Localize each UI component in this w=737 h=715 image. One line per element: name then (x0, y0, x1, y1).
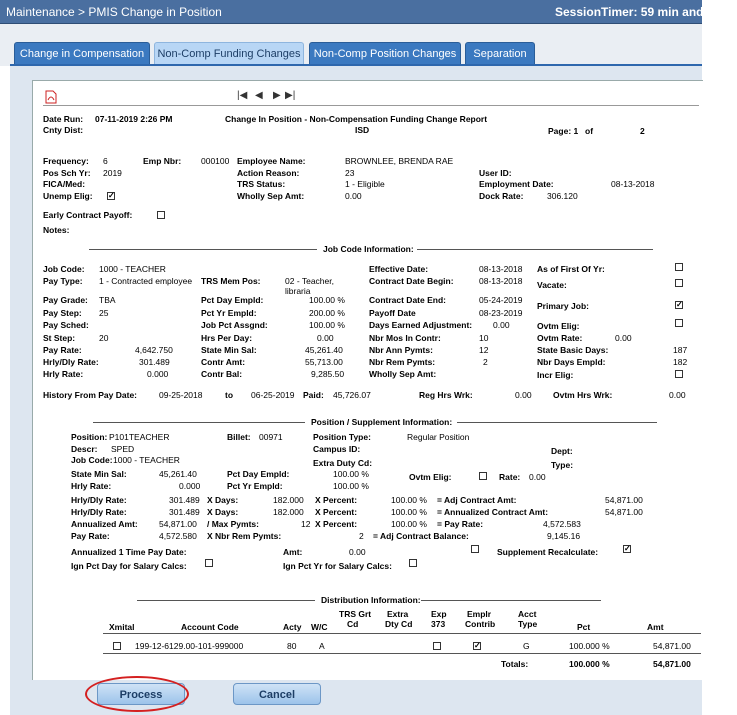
calc-row1-operator: X Days: (207, 495, 239, 505)
effective-date-label: Effective Date: (369, 264, 429, 274)
pct-day-empld-value: 100.00 % (309, 295, 345, 305)
page-total: 2 (640, 126, 645, 136)
emp-nbr-label: Emp Nbr: (143, 156, 182, 166)
process-button[interactable]: Process (97, 683, 185, 705)
pay-step-label: Pay Step: (43, 308, 82, 318)
pos-hrly-rate-value: 0.000 (179, 481, 201, 491)
next-page-icon[interactable]: ▶ (273, 90, 281, 101)
calc-row2-operator: X Days: (207, 507, 239, 517)
tab-separation[interactable]: Separation (465, 42, 535, 64)
calc-row3-result: 4,572.583 (543, 519, 581, 529)
row-amt: 54,871.00 (653, 641, 691, 651)
distribution-line-left (137, 600, 315, 601)
descr-label: Descr: (71, 444, 98, 454)
totals-label: Totals: (501, 659, 529, 669)
hrly-dly-rate-label: Hrly/Dly Rate: (43, 357, 99, 367)
pay-type-label: Pay Type: (43, 276, 83, 286)
toolbar-divider (43, 105, 699, 106)
supplement-recalc-checkbox (623, 545, 631, 553)
nbr-mos-label: Nbr Mos In Contr: (369, 333, 441, 343)
cnty-dist-label: Cnty Dist: (43, 125, 84, 135)
col-trs-grt: TRS Grt (339, 609, 372, 619)
contract-date-end-label: Contract Date End: (369, 295, 446, 305)
distribution-section-title: Distribution Information: (321, 595, 421, 605)
calc-row4-label: Pay Rate: (71, 531, 110, 541)
type-label: Type: (551, 460, 574, 470)
calc-row4-operator: X Nbr Rem Pymts: (207, 531, 282, 541)
vacate-label: Vacate: (537, 280, 567, 290)
unemp-elig-label: Unemp Elig: (43, 191, 93, 201)
pos-job-code-label: Job Code: (71, 455, 113, 465)
calc-row2-result: 54,871.00 (605, 507, 643, 517)
position-section-title: Position / Supplement Information: (311, 417, 453, 427)
incr-elig-checkbox (675, 370, 683, 378)
amt-value: 0.00 (349, 547, 366, 557)
last-page-icon[interactable]: ▶| (285, 90, 296, 101)
history-to-value: 06-25-2019 (251, 390, 295, 400)
primary-job-checkbox (675, 301, 683, 309)
incr-elig-label: Incr Elig: (537, 370, 574, 380)
contract-date-end-value: 05-24-2019 (479, 295, 523, 305)
col-extra: Extra (387, 609, 409, 619)
dock-rate-label: Dock Rate: (479, 191, 524, 201)
emp-name-value: BROWNLEE, BRENDA RAE (345, 156, 454, 166)
calc-row2-label: Hrly/Dly Rate: (71, 507, 127, 517)
reg-hrs-label: Reg Hrs Wrk: (419, 390, 473, 400)
hrly-rate-label: Hrly Rate: (43, 369, 84, 379)
pay-sched-label: Pay Sched: (43, 320, 89, 330)
user-id-label: User ID: (479, 168, 512, 178)
pos-sch-yr-value: 2019 (103, 168, 122, 178)
pos-state-min-label: State Min Sal: (71, 469, 127, 479)
process-highlight-ring (85, 676, 189, 712)
trs-mem-pos-value-line2: libraria (285, 286, 311, 296)
frequency-value: 6 (103, 156, 108, 166)
calc-row3-percent: 100.00 % (391, 519, 427, 529)
early-payoff-label: Early Contract Payoff: (43, 210, 133, 220)
job-wholly-sep-label: Wholly Sep Amt: (369, 369, 437, 379)
billet-value: 00971 (259, 432, 283, 442)
totals-amt: 54,871.00 (653, 659, 691, 669)
contract-date-begin-value: 08-13-2018 (479, 276, 523, 286)
col-contrib: Contrib (465, 619, 496, 629)
tab-non-comp-position-changes[interactable]: Non-Comp Position Changes (309, 42, 461, 64)
pos-hrly-rate-label: Hrly Rate: (71, 481, 112, 491)
pay-rate-label: Pay Rate: (43, 345, 82, 355)
frequency-label: Frequency: (43, 156, 89, 166)
nbr-ann-pymts-label: Nbr Ann Pymts: (369, 345, 433, 355)
job-code-label: Job Code: (43, 264, 85, 274)
ovtm-hrs-label: Ovtm Hrs Wrk: (553, 390, 613, 400)
calc-row2-result-label: = Annualized Contract Amt: (437, 507, 549, 517)
row-account-code: 199-12-6129.00-101-999000 (135, 641, 244, 651)
history-from-label: History From Pay Date: (43, 390, 137, 400)
job-section-line-left (89, 249, 317, 250)
pos-job-code-value: 1000 - TEACHER (113, 455, 180, 465)
nbr-rem-pymts-value: 2 (483, 357, 488, 367)
ovtm-elig-label: Ovtm Elig: (537, 321, 580, 331)
ign-pct-day-label: Ign Pct Day for Salary Calcs: (71, 561, 187, 571)
paid-label: Paid: (303, 390, 324, 400)
ovtm-rate-label: Ovtm Rate: (537, 333, 583, 343)
col-pct: Pct (577, 622, 591, 632)
st-step-label: St Step: (43, 333, 76, 343)
xmital-checkbox (113, 642, 121, 650)
totals-pct: 100.000 % (569, 659, 610, 669)
reg-hrs-value: 0.00 (515, 390, 532, 400)
calc-row1-result: 54,871.00 (605, 495, 643, 505)
amt-label: Amt: (283, 547, 303, 557)
pct-day-empld-label: Pct Day Empld: (201, 295, 264, 305)
col-type: Type (518, 619, 538, 629)
action-reason-label: Action Reason: (237, 168, 300, 178)
pct-yr-empld-value: 200.00 % (309, 308, 345, 318)
calc-row2-value: 301.489 (169, 507, 200, 517)
calc-row1-days: 182.000 (273, 495, 304, 505)
col-amt: Amt (647, 622, 664, 632)
calc-row1-value: 301.489 (169, 495, 200, 505)
pos-rate-label: Rate: (499, 472, 521, 482)
col-373: 373 (431, 619, 446, 629)
pos-pct-day-label: Pct Day Empld: (227, 469, 290, 479)
date-run-value: 07-11-2019 2:26 PM (95, 114, 173, 124)
position-type-value: Regular Position (407, 432, 470, 442)
calc-row4-value: 4,572.580 (159, 531, 197, 541)
col-trs-cd: Cd (347, 619, 359, 629)
pay-step-value: 25 (99, 308, 109, 318)
position-section-line-right (457, 422, 657, 423)
ign-pct-yr-label: Ign Pct Yr for Salary Calcs: (283, 561, 392, 571)
pos-state-min-value: 45,261.40 (159, 469, 197, 479)
row-pct: 100.000 % (569, 641, 610, 651)
calc-row3-value: 54,871.00 (159, 519, 197, 529)
payoff-date-label: Payoff Date (369, 308, 416, 318)
nbr-days-empld-value: 182 (673, 357, 688, 367)
first-page-icon[interactable]: |◀ (237, 90, 248, 101)
session-timer: SessionTimer: 59 min and 56 se (555, 5, 737, 19)
calc-row4-result-label: = Adj Contract Balance: (373, 531, 469, 541)
state-basic-days-label: State Basic Days: (537, 345, 609, 355)
primary-job-label: Primary Job: (537, 301, 589, 311)
isd-label: ISD (355, 125, 370, 135)
breadcrumb: Maintenance > PMIS Change in Position (6, 5, 222, 19)
history-from-value: 09-25-2018 (159, 390, 203, 400)
hrly-dly-rate-value: 301.489 (139, 357, 170, 367)
calc-row3-operator: / Max Pymts: (207, 519, 259, 529)
trs-mem-pos-value: 02 - Teacher, (285, 276, 334, 286)
nbr-days-empld-label: Nbr Days Empld: (537, 357, 606, 367)
col-wc: W/C (311, 622, 328, 632)
position-label: Position: (71, 432, 108, 442)
ign-pct-day-checkbox (205, 559, 213, 567)
as-of-first-checkbox (675, 263, 683, 271)
contract-date-begin-label: Contract Date Begin: (369, 276, 454, 286)
annualized-pay-date-label: Annualized 1 Time Pay Date: (71, 547, 187, 557)
early-payoff-checkbox (157, 211, 165, 219)
days-earned-value: 0.00 (493, 320, 510, 330)
pos-pct-day-value: 100.00 % (333, 469, 369, 479)
days-earned-label: Days Earned Adjustment: (369, 320, 473, 330)
st-step-value: 20 (99, 333, 109, 343)
page-label: Page: 1 (548, 126, 579, 136)
pos-ovtm-elig-label: Ovtm Elig: (409, 472, 452, 482)
pay-grade-label: Pay Grade: (43, 295, 88, 305)
pos-sch-yr-label: Pos Sch Yr: (43, 168, 91, 178)
dock-rate-value: 306.120 (547, 191, 578, 201)
emp-name-label: Employee Name: (237, 156, 306, 166)
col-xmital: Xmital (109, 622, 135, 632)
tab-change-in-compensation[interactable]: Change in Compensation (14, 42, 150, 64)
distribution-line-right (421, 600, 601, 601)
effective-date-value: 08-13-2018 (479, 264, 523, 274)
dept-label: Dept: (551, 446, 573, 456)
nbr-mos-value: 10 (479, 333, 489, 343)
col-acct: Acct (518, 609, 537, 619)
pct-yr-empld-label: Pct Yr Empld: (201, 308, 257, 318)
state-basic-days-value: 187 (673, 345, 688, 355)
contr-bal-label: Contr Bal: (201, 369, 243, 379)
state-min-sal-label: State Min Sal: (201, 345, 257, 355)
calc-row3-percent-label: X Percent: (315, 519, 358, 529)
wholly-sep-label: Wholly Sep Amt: (237, 191, 305, 201)
calc-row1-result-label: = Adj Contract Amt: (437, 495, 517, 505)
descr-value: SPED (111, 444, 135, 454)
ovtm-rate-value: 0.00 (615, 333, 632, 343)
emp-nbr-value: 000100 (201, 156, 230, 166)
nbr-ann-pymts-value: 12 (479, 345, 489, 355)
calc-row1-label: Hrly/Dly Rate: (71, 495, 127, 505)
notes-label: Notes: (43, 225, 70, 235)
date-run-label: Date Run: (43, 114, 84, 124)
calc-row3-days: 12 (301, 519, 311, 529)
employment-date-value: 08-13-2018 (611, 179, 655, 189)
calc-row3-result-label: = Pay Rate: (437, 519, 484, 529)
wholly-sep-value: 0.00 (345, 191, 362, 201)
contr-amt-label: Contr Amt: (201, 357, 246, 367)
trs-status-label: TRS Status: (237, 179, 286, 189)
contr-bal-value: 9,285.50 (311, 369, 345, 379)
trs-status-value: 1 - Eligible (345, 179, 385, 189)
contr-amt-value: 55,713.00 (305, 357, 343, 367)
cancel-button[interactable]: Cancel (233, 683, 321, 705)
annualized-checkbox (471, 545, 479, 553)
emplr-contrib-checkbox (473, 642, 481, 650)
billet-label: Billet: (227, 432, 251, 442)
position-value: P101TEACHER (109, 432, 170, 442)
fica-label: FICA/Med: (43, 179, 86, 189)
hrs-per-day-value: 0.00 (317, 333, 334, 343)
exp-373-checkbox (433, 642, 441, 650)
ovtm-hrs-value: 0.00 (669, 390, 686, 400)
campus-id-label: Campus ID: (313, 444, 361, 454)
history-to-label: to (225, 390, 234, 400)
job-code-section-title: Job Code Information: (323, 244, 414, 254)
calc-row1-percent-label: X Percent: (315, 495, 358, 505)
pos-ovtm-elig-checkbox (479, 472, 487, 480)
pdf-icon[interactable] (45, 90, 57, 104)
supplement-recalc-label: Supplement Recalculate: (497, 547, 599, 557)
col-exp: Exp (431, 609, 447, 619)
report-title: Change In Position - Non-Compensation Funding Change Report (225, 114, 488, 124)
action-reason-value: 23 (345, 168, 355, 178)
position-section-line-left (93, 422, 305, 423)
as-of-first-label: As of First Of Yr: (537, 264, 605, 274)
col-emplr: Emplr (467, 609, 492, 619)
payoff-date-value: 08-23-2019 (479, 308, 523, 318)
extra-duty-label: Extra Duty Cd: (313, 458, 373, 468)
page-of: of (585, 126, 594, 136)
col-dty-cd: Dty Cd (385, 619, 413, 629)
job-pct-assgnd-value: 100.00 % (309, 320, 345, 330)
calc-row1-percent: 100.00 % (391, 495, 427, 505)
paid-value: 45,726.07 (333, 390, 371, 400)
nbr-rem-pymts-label: Nbr Rem Pymts: (369, 357, 436, 367)
position-type-label: Position Type: (313, 432, 371, 442)
unemp-elig-checkbox (107, 192, 115, 200)
pay-rate-value: 4,642.750 (135, 345, 173, 355)
row-acct-type: G (523, 641, 530, 651)
col-acty: Acty (283, 622, 302, 632)
employment-date-label: Employment Date: (479, 179, 554, 189)
pay-grade-value: TBA (99, 295, 116, 305)
title-bar (0, 0, 737, 24)
row-acty: 80 (287, 641, 297, 651)
distribution-row-line (103, 653, 701, 654)
state-min-sal-value: 45,261.40 (305, 345, 343, 355)
calc-row2-percent: 100.00 % (391, 507, 427, 517)
calc-row2-days: 182.000 (273, 507, 304, 517)
calc-row2-percent-label: X Percent: (315, 507, 358, 517)
row-wc: A (319, 641, 325, 651)
ign-pct-yr-checkbox (409, 559, 417, 567)
pos-rate-value: 0.00 (529, 472, 546, 482)
calc-row3-label: Annualized Amt: (71, 519, 138, 529)
prev-page-icon[interactable]: ◀ (255, 90, 263, 101)
calc-row4-result: 9,145.16 (547, 531, 581, 541)
pos-pct-yr-value: 100.00 % (333, 481, 369, 491)
job-pct-assgnd-label: Job Pct Assgnd: (201, 320, 268, 330)
tab-non-comp-funding-changes[interactable]: Non-Comp Funding Changes (154, 42, 304, 64)
hrly-rate-value: 0.000 (147, 369, 169, 379)
pay-type-value: 1 - Contracted employee (99, 276, 193, 286)
trs-mem-pos-label: TRS Mem Pos: (201, 276, 261, 286)
report-viewer (32, 80, 703, 681)
col-account-code: Account Code (181, 622, 239, 632)
distribution-header-line (103, 633, 701, 634)
calc-row4-days: 2 (359, 531, 364, 541)
job-section-line-right (417, 249, 653, 250)
pos-pct-yr-label: Pct Yr Empld: (227, 481, 283, 491)
job-code-value: 1000 - TEACHER (99, 264, 166, 274)
vacate-checkbox (675, 279, 683, 287)
ovtm-elig-checkbox (675, 319, 683, 327)
hrs-per-day-label: Hrs Per Day: (201, 333, 253, 343)
